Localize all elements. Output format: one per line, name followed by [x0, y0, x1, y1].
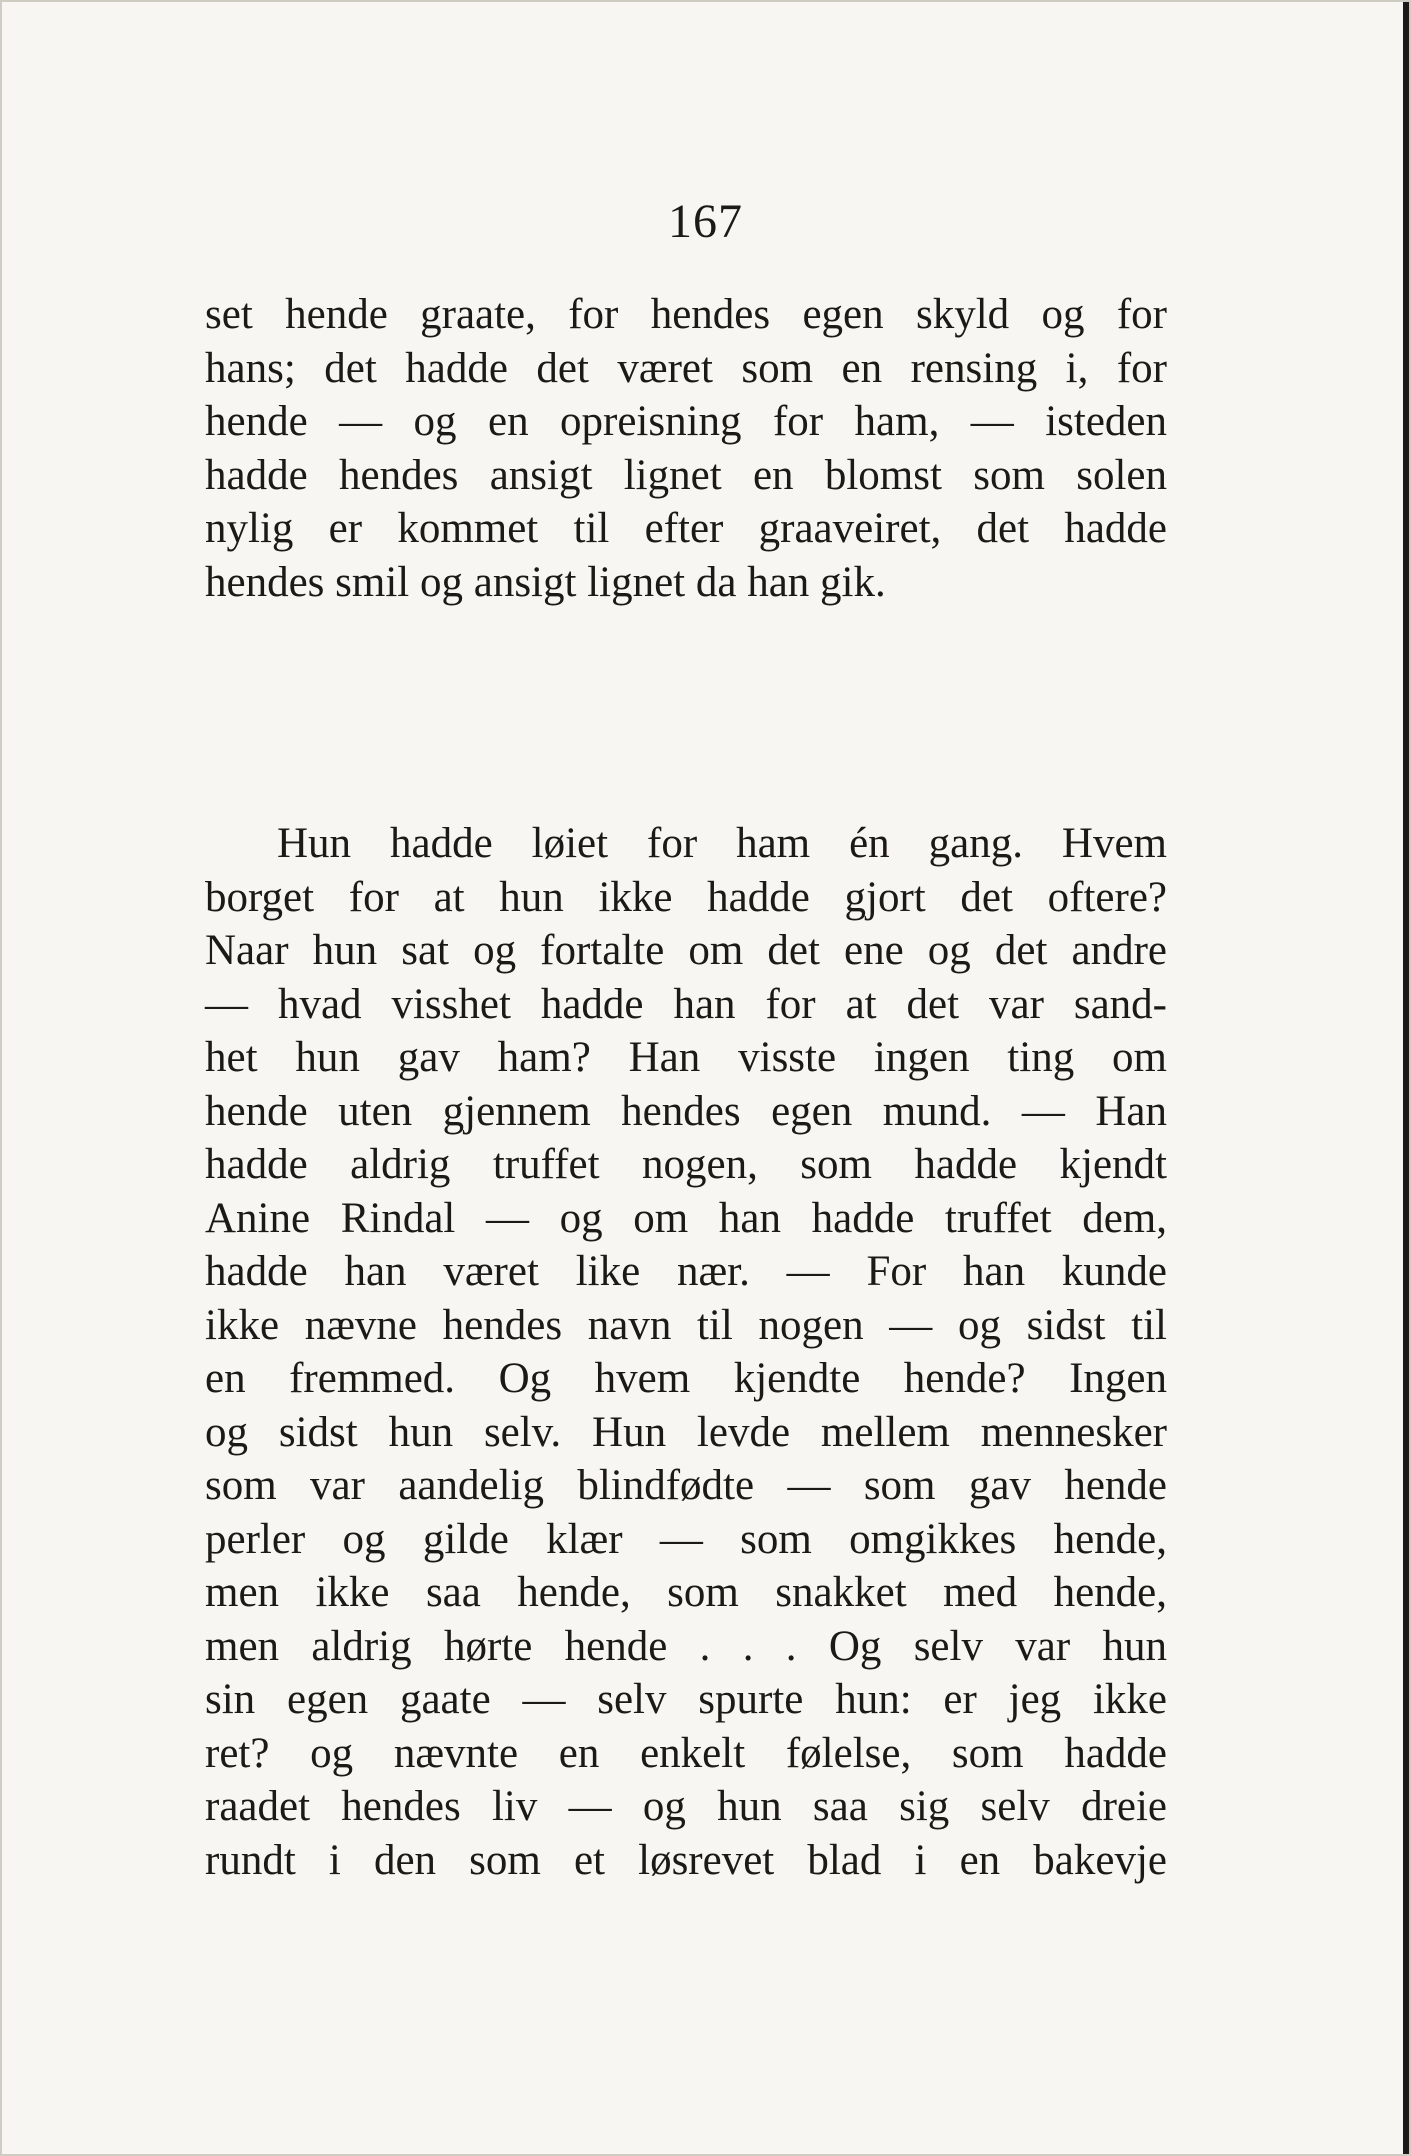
text-line: hende uten gjennem hendes egen mund. — Han — [205, 1087, 1167, 1135]
text-line: ikke nævne hendes navn til nogen — og sidst til — [205, 1301, 1167, 1349]
text-line: raadet hendes liv — og hun saa sig selv dreie — [205, 1783, 1167, 1830]
text-line: het hun gav ham? Han visste ingen ting om — [205, 1034, 1167, 1081]
paragraph-2 — [205, 817, 1167, 1887]
paragraph-1 — [205, 288, 1167, 609]
text-line: en fremmed. Og hvem kjendte hende? Ingen — [205, 1355, 1167, 1402]
text-line: perler og gilde klær — som omgikkes hende, — [205, 1515, 1167, 1563]
text-line: — hvad visshet hadde han for at det var sand- — [205, 980, 1167, 1028]
text-line: Anine Rindal — og om han hadde truffet dem, — [205, 1194, 1167, 1242]
text-line: Naar hun sat og fortalte om det ene og det andre — [205, 927, 1167, 974]
text-line: rundt i den som et løsrevet blad i en bakevje — [205, 1836, 1167, 1884]
text-line: hans; det hadde det været som en rensing i, for — [205, 344, 1167, 392]
text-line: sin egen gaate — selv spurte hun: er jeg ikke — [205, 1676, 1167, 1723]
text-line: hadde aldrig truffet nogen, som hadde kjendt — [205, 1141, 1167, 1188]
text-line: set hende graate, for hendes egen skyld og for — [205, 291, 1167, 338]
text-line: som var aandelig blindfødte — som gav hende — [205, 1462, 1167, 1509]
text-line: hendes smil og ansigt lignet da han gik. — [205, 558, 886, 606]
text-line: borget for at hun ikke hadde gjort det oftere? — [205, 873, 1167, 921]
text-line: hende — og en opreisning for ham, — isteden — [205, 398, 1167, 445]
text-line: men ikke saa hende, som snakket med hende, — [205, 1569, 1167, 1616]
text-line: ret? og nævnte en enkelt følelse, som hadde — [205, 1729, 1167, 1777]
scan-edge — [1403, 2, 1409, 2154]
text-line: nylig er kommet til efter graaveiret, det hadde — [205, 505, 1167, 552]
text-line: hadde han været like nær. — For han kunde — [205, 1248, 1167, 1295]
text-line: hadde hendes ansigt lignet en blomst som solen — [205, 451, 1167, 499]
text-line: Hun hadde løiet for ham én gang. Hvem — [277, 820, 1167, 867]
text-line: og sidst hun selv. Hun levde mellem mennesker — [205, 1408, 1167, 1456]
text-line: men aldrig hørte hende . . . Og selv var hun — [205, 1622, 1167, 1670]
page-number: 167 — [668, 195, 743, 248]
